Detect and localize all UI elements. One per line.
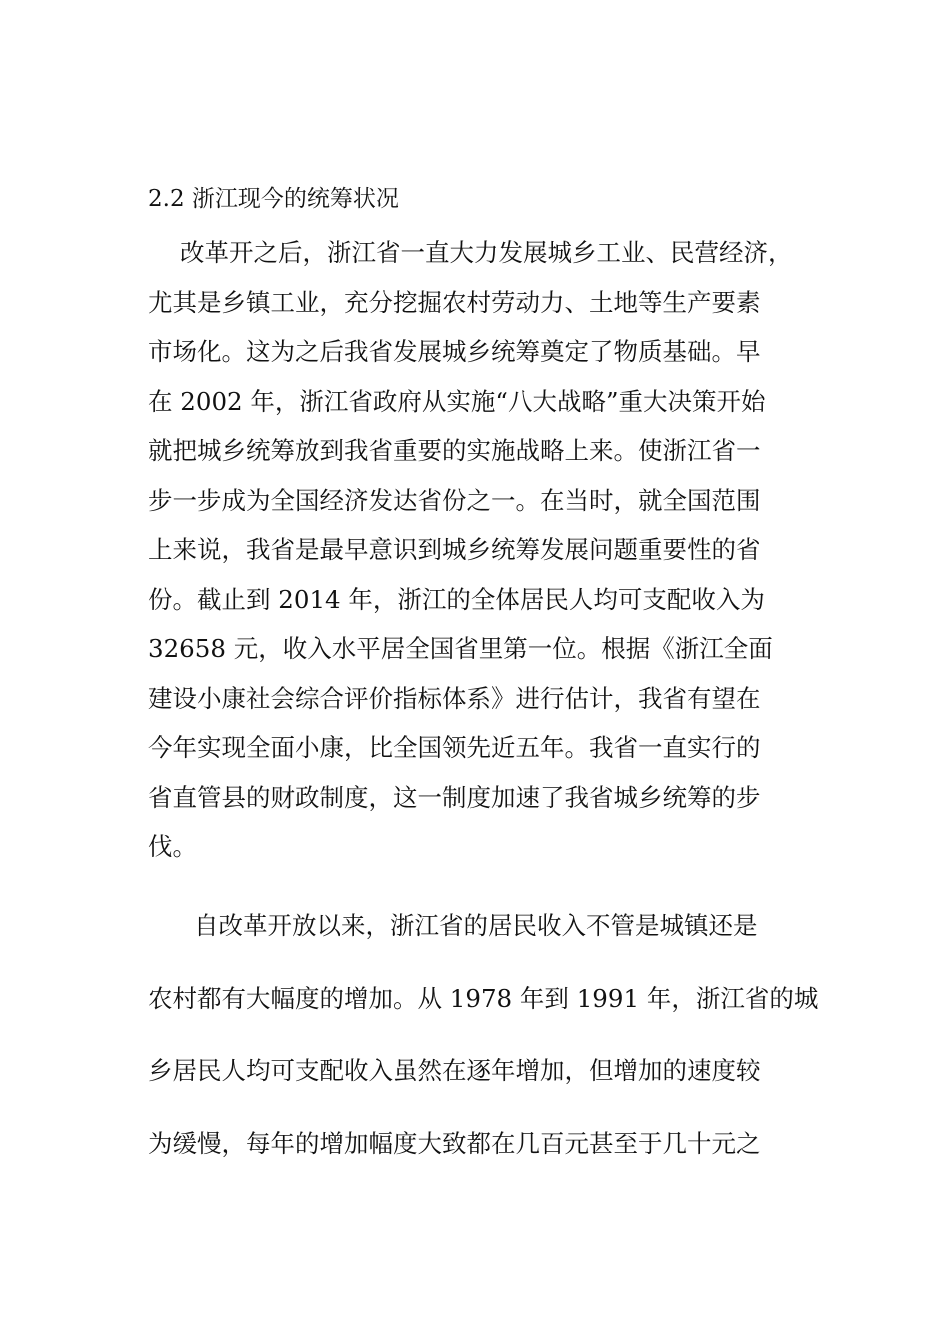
paragraph-line: 自改革开放以来，浙江省的居民收入不管是城镇还是 [194,911,758,940]
paragraph-1 [148,228,828,872]
paragraph-line: 尤其是乡镇工业，充分挖掘农村劳动力、土地等生产要素 [148,287,761,317]
section-heading: 2.2 浙江现今的统筹状况 [148,186,399,212]
paragraph-line: 农村都有大幅度的增加。从 1978 年到 1991 年，浙江省的城 [148,983,819,1013]
paragraph-line: 份。截止到 2014 年，浙江的全体居民人均可支配收入为 [148,584,765,614]
paragraph-line: 为缓慢，每年的增加幅度大致都在几百元甚至于几十元之 [148,1128,761,1158]
paragraph-line: 在 2002 年，浙江省政府从实施“八大战略”重大决策开始 [148,386,766,416]
paragraph-line: 省直管县的财政制度，这一制度加速了我省城乡统筹的步 [148,782,761,812]
paragraph-line: 今年实现全面小康，比全国领先近五年。我省一直实行的 [148,733,761,762]
paragraph-line: 步一步成为全国经济发达省份之一。在当时，就全国范围 [148,485,761,515]
paragraph-line: 就把城乡统筹放到我省重要的实施战略上来。使浙江省一 [148,436,761,465]
paragraph-line: 伐。 [148,832,197,861]
paragraph-line: 市场化。这为之后我省发展城乡统筹奠定了物质基础。早 [148,337,761,366]
paragraph-line: 上来说，我省是最早意识到城乡统筹发展问题重要性的省 [148,535,761,564]
paragraph-line: 改革开之后，浙江省一直大力发展城乡工业、民营经济， [180,238,793,267]
paragraph-line: 32658 元，收入水平居全国省里第一位。根据《浙江全面 [148,634,773,663]
paragraph-line: 建设小康社会综合评价指标体系》进行估计，我省有望在 [148,683,761,713]
paragraph-line: 乡居民人均可支配收入虽然在逐年增加，但增加的速度较 [148,1056,761,1085]
paragraph-2 [148,890,828,1180]
